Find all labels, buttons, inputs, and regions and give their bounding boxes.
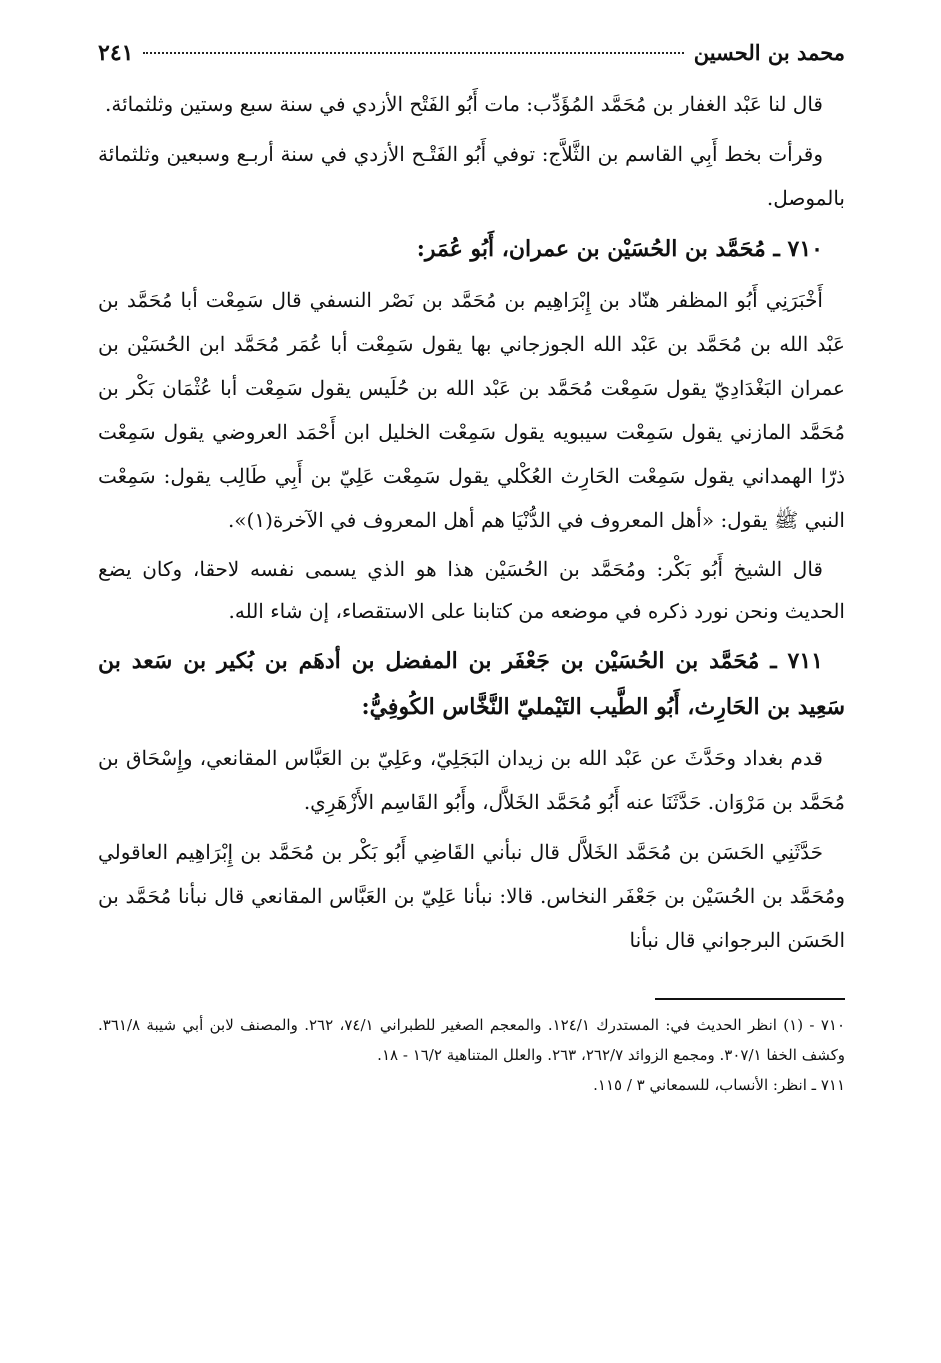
footnote-separator — [655, 998, 845, 1000]
entry-710-comment: قال الشيخ أَبُو بَكْر: ومُحَمَّد بن الحُسَيْن هذا هو الذي يسمى نفسه لاحقا، وكان يضع الحديث ونحن نورد ذكره في موضعه من كتابنا على الاستقصاء، إن شاء الله. — [98, 557, 845, 623]
header-dot-leader — [143, 52, 683, 54]
entry-710-body: أَخْبَرَنِي أَبُو المظفر هنّاد بن إِبْرَاهِيم بن مُحَمَّد بن نَصْر النسفي قال سَمِعْت أبا مُحَمَّد بن عَبْد الله بن مُحَمَّد بن عَبْد الله الجوزجاني بها يقول سَمِعْت أبا عُمَر مُحَمَّد ابن الحُسَيْن بن عمران البَغْدَادِيّ يقول سَمِعْت مُحَمَّد بن عَبْد الله بن حُلَيس يقول سَمِعْت أبا عُثْمَان بَكْر بن مُحَمَّد المازني يقول سَمِعْت سيبويه يقول سَمِعْت الخليل ابن أَحْمَد العروضي يقول سَمِعْت ذرّا الهمداني يقول سَمِعْت الحَارِث العُكْلي يقول سَمِعْت عَلِيّ بن أَبِي طَالِب يقول: سَمِعْت النبي ﷺ يقول: «أهل المعروف في الدُّنْيَا هم أهل المعروف في الآخرة(١)». — [98, 288, 845, 532]
paragraph-death-report-alt: وقرأت بخط أَبِي القاسم بن الثَّلاَّج: توفي أَبُو الفَتْـح الأزدي في سنة أربـع وسبعين وثلثمائة بالموصل. — [98, 142, 845, 210]
paragraph-death-report: قال لنا عَبْد الغفار بن مُحَمَّد المُؤَدِّب: مات أَبُو الفَتْح الأزدي في سنة سبع وستين وثلثمائة. — [105, 92, 823, 116]
entry-heading-711: ٧١١ ـ مُحَمَّد بن الحُسَيْن بن جَعْفَر بن المفضل بن أدهَم بن بُكير بن سَعد بن سَعِيد بن الحَارِث، أَبُو الطَّيب التَيْمليّ النَّخَّاس الكُوفِيُّ: — [98, 648, 845, 720]
running-title: محمد بن الحسين — [693, 40, 845, 65]
page-number: ٢٤١ — [98, 40, 134, 66]
entry-711-body: قدم بغداد وحَدَّثَ عن عَبْد الله بن زيدان البَجَلِيّ، وعَلِيّ بن العَبَّاس المقانعي، وإِسْحَاق بن مُحَمَّد بن مَرْوَان. حَدَّثَنَا عنه أَبُو مُحَمَّد الخَلاَّل، وأَبُو القَاسِم الأَزْهَرِي. — [98, 746, 845, 814]
footnotes — [98, 1010, 845, 1100]
entry-711-isnad: حَدَّثَنِي الحَسَن بن مُحَمَّد الخَلاَّل قال نبأني القَاضِي أَبُو بَكْر بن مُحَمَّد بن إِبْرَاهِيم العاقولي ومُحَمَّد بن الحُسَيْن بن جَعْفَر النخاس. قالا: نبأنا عَلِيّ بن العَبَّاس المقانعي قال نبأنا مُحَمَّد بن الحَسَن البرجواني قال نبأنا — [98, 840, 845, 952]
footnote-710: ٧١٠ - (١) انظر الحديث في: المستدرك ١٢٤/١. والمعجم الصغير للطبراني ٧٤/١، ٢٦٢. والمصنف لابن أبي شيبة ٣٦١/٨. وكشف الخفا ٣٠٧/١. ومجمع الزوائد ٢٦٢/٧، ٢٦٣. والعلل المتناهية ١٦/٢ - ١٨. — [98, 1016, 846, 1064]
running-header — [98, 40, 845, 82]
footnote-711: ٧١١ ـ انظر: الأنساب، للسمعاني ٣ / ١١٥. — [593, 1076, 845, 1094]
entry-heading-710: ٧١٠ ـ مُحَمَّد بن الحُسَيْن بن عمران، أَبُو عُمَر: — [416, 236, 823, 262]
